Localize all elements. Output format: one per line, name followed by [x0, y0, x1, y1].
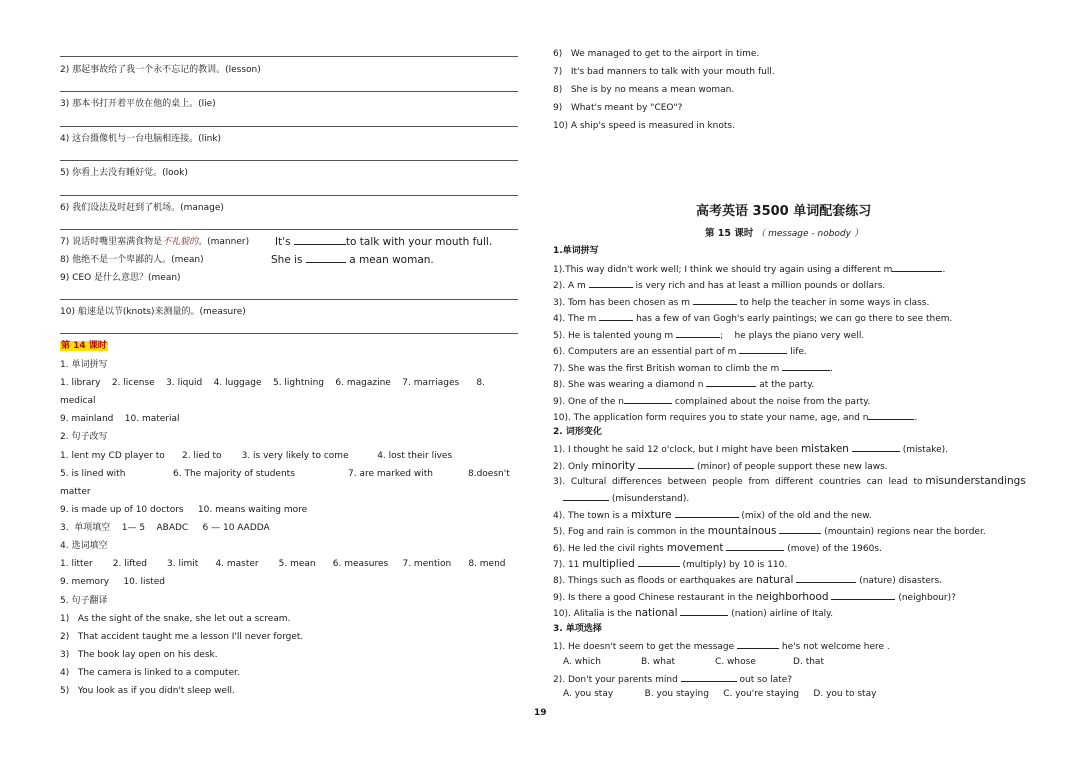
translation-question: 9) CEO 是什么意思？(mean) — [60, 273, 181, 283]
translation-answer: 9) What's meant by "CEO"? — [553, 103, 683, 113]
fill-blank[interactable] — [638, 557, 680, 567]
fill-blank[interactable] — [306, 253, 346, 263]
item-text: out so late? — [739, 675, 793, 685]
translation-answer: 1) As the sight of the snake, she let out a scream. — [60, 614, 291, 624]
answer-line — [60, 91, 518, 92]
item-text: 5). Fog and rain is common in the — [553, 527, 705, 537]
answer-sentence — [271, 253, 434, 266]
choice-question — [553, 672, 792, 686]
answer-line-text: 8.doesn't — [468, 469, 510, 479]
translation-answer: 5) You look as if you didn't sleep well. — [60, 686, 235, 696]
sentence-end: a mean woman. — [349, 254, 434, 266]
item-text: 10). The application form requires you to state your name, age, and n — [553, 413, 869, 423]
item-text: 10). Alitalia is the — [553, 609, 633, 619]
item-text: . — [914, 413, 918, 423]
translation-question: 6) 我们设法及时赶到了机场。(manage) — [60, 203, 224, 213]
translation-question: 10) 船速是以节(knots)来测量的。(measure) — [60, 307, 246, 317]
answer-line-text: matter — [60, 487, 91, 497]
section-title: 5. 句子翻译 — [60, 596, 108, 606]
section-title: 2. 词形变化 — [553, 427, 602, 437]
filled-answer: natural — [755, 574, 794, 586]
translation-question: 8) 他绝不是一个卑鄙的人。(mean) — [60, 255, 204, 265]
item-text: life. — [790, 347, 807, 357]
item-text: 7). She was the first British woman to climb the m — [553, 364, 780, 374]
fill-blank[interactable] — [563, 491, 609, 501]
question-text: 7) 说话时嘴里塞满食物是 — [60, 237, 163, 247]
filled-answer: minority — [591, 460, 636, 472]
sentence-end: to talk with your mouth full. — [345, 236, 493, 248]
page-title: 高考英语 3500 单词配套练习 — [696, 204, 872, 219]
item-hint: (mix) of the old and the new. — [741, 511, 872, 521]
fill-blank[interactable] — [680, 606, 728, 616]
answer-line — [60, 56, 518, 57]
fill-blank[interactable] — [779, 524, 821, 534]
translation-answer: 7) It's bad manners to talk with your mouth full. — [553, 67, 775, 77]
word-form-item — [553, 442, 948, 456]
answer-line-text: 1. lent my CD player to 2. lied to 3. is very likely to come 4. lost their lives — [60, 451, 453, 461]
section-title: 2. 句子改写 — [60, 432, 108, 442]
fill-blank[interactable] — [638, 459, 694, 469]
filled-answer: mixture — [630, 509, 672, 521]
fill-blank[interactable] — [852, 442, 900, 452]
item-hint: (mistake). — [902, 445, 949, 455]
fill-blank[interactable] — [599, 311, 633, 321]
item-hint: (misunderstand). — [611, 494, 690, 504]
answer-line — [60, 299, 518, 300]
lesson-15-label: 第 15 课时 — [705, 228, 754, 239]
spelling-item — [553, 344, 807, 358]
fill-blank[interactable] — [676, 328, 720, 338]
item-text: 2). A m — [553, 281, 586, 291]
item-text: 9). Is there a good Chinese restaurant in the — [553, 593, 753, 603]
filled-answer: movement — [666, 542, 724, 554]
item-text: 3). Tom has been chosen as m — [553, 298, 690, 308]
lesson-subtitle — [705, 228, 863, 240]
item-text: 4). The m — [553, 314, 597, 324]
answer-line-text: 6. The majority of students — [173, 469, 295, 479]
answer-line-text: 1. litter 2. lifted 3. limit 4. master 5. mean 6. measures 7. mention 8. mend — [60, 559, 506, 569]
fill-blank[interactable] — [868, 410, 914, 420]
lesson-14-label: 第 14 课时 — [61, 341, 107, 351]
answer-line-text: 1. library 2. license 3. liquid 4. luggage 5. lightning 6. magazine 7. marriages 8. — [60, 378, 485, 388]
translation-question: 3) 那本书打开着平放在他的桌上。(lie) — [60, 99, 216, 109]
page-number: 19 — [534, 708, 547, 718]
fill-blank[interactable] — [681, 672, 737, 682]
item-hint: (nation) airline of Italy. — [731, 609, 834, 619]
item-text: at the party. — [759, 380, 815, 390]
fill-blank[interactable] — [831, 590, 895, 600]
item-text: 8). She was wearing a diamond n — [553, 380, 704, 390]
answer-line — [60, 229, 518, 230]
item-text: ; he plays the piano very well. — [720, 331, 865, 341]
item-text: to help the teacher in some ways in class. — [739, 298, 930, 308]
item-text: 4). The town is a — [553, 511, 629, 521]
item-text: 6). Computers are an essential part of m — [553, 347, 737, 357]
answer-line — [60, 333, 518, 334]
item-text: is very rich and has at least a million pounds or dollars. — [635, 281, 886, 291]
translation-answer: 4) The camera is linked to a computer. — [60, 668, 240, 678]
word-form-item — [553, 557, 787, 571]
answer-line — [60, 195, 518, 196]
section-title: 1.单词拼写 — [553, 246, 599, 256]
sentence-start: She is — [271, 254, 303, 266]
word-form-item — [553, 606, 833, 620]
filled-answer: misunderstandings — [925, 475, 1026, 487]
filled-answer: mistaken — [800, 443, 849, 455]
translation-question — [60, 236, 249, 248]
word-form-item — [553, 459, 888, 473]
translation-answer: 8) She is by no means a mean woman. — [553, 85, 735, 95]
word-form-item — [553, 590, 956, 604]
item-hint: (mountain) regions near the border. — [824, 527, 986, 537]
answer-line — [60, 160, 518, 161]
spelling-item — [553, 328, 864, 342]
choice-options[interactable]: A. which B. what C. whose D. that — [563, 657, 824, 667]
spelling-item — [553, 361, 833, 375]
section-title: 1. 单词拼写 — [60, 360, 108, 370]
item-text: he's not welcome here . — [781, 642, 890, 652]
answer-line-text: 9. is made up of 10 doctors 10. means waiting more — [60, 505, 308, 515]
item-hint: (neighbour)? — [898, 593, 956, 603]
answer-line-text: medical — [60, 396, 96, 406]
fill-blank[interactable] — [737, 639, 779, 649]
item-text: 7). 11 — [553, 560, 580, 570]
translation-answer: 6) We managed to get to the airport in time. — [553, 49, 760, 59]
fill-blank[interactable] — [624, 394, 672, 404]
italic-phrase: 不礼貌的 — [162, 237, 199, 247]
fill-blank[interactable] — [693, 295, 737, 305]
answer-line-text: 5. is lined with — [60, 469, 126, 479]
sentence-start: It's — [275, 236, 291, 248]
word-form-item — [553, 508, 872, 522]
spelling-item — [553, 262, 945, 276]
lesson-heading — [60, 340, 108, 352]
spelling-item — [553, 377, 814, 391]
choice-question — [553, 639, 890, 653]
translation-question: 2) 那起事故给了我一个永不忘记的教训。(lesson) — [60, 65, 261, 75]
answer-line-text: 9. memory 10. listed — [60, 577, 165, 587]
spelling-item — [553, 410, 917, 424]
section-title: 4. 选词填空 — [60, 541, 108, 551]
word-form-item — [553, 573, 942, 587]
fill-blank[interactable] — [739, 344, 787, 354]
item-hint: (multiply) by 10 is 110. — [682, 560, 788, 570]
item-text: complained about the noise from the party. — [674, 397, 871, 407]
filled-answer: neighborhood — [755, 591, 829, 603]
item-text: 2). Only — [553, 462, 589, 472]
filled-answer: mountainous — [707, 525, 777, 537]
translation-answer: 10) A ship's speed is measured in knots. — [553, 121, 735, 131]
item-hint: (move) of the 1960s. — [787, 544, 882, 554]
question-hint: 。(manner) — [198, 237, 250, 247]
answer-sentence — [275, 235, 492, 248]
word-form-item — [553, 524, 986, 538]
answer-line-text: 7. are marked with — [348, 469, 433, 479]
section-title: 3. 单项选择 — [553, 624, 602, 634]
answer-line-text: 3. 单项填空 1— 5 ABADC 6 — 10 AADDA — [60, 523, 270, 533]
item-text: has a few of van Gogh's early paintings; we can go there to see them. — [636, 314, 953, 324]
fill-blank[interactable] — [294, 235, 346, 245]
spelling-item — [553, 394, 870, 408]
item-text: . — [830, 364, 833, 374]
filled-answer: multiplied — [582, 558, 635, 570]
word-form-item — [553, 491, 689, 505]
choice-options[interactable]: A. you stay B. you staying C. you're staying D. you to stay — [563, 689, 877, 699]
fill-blank[interactable] — [706, 377, 756, 387]
fill-blank[interactable] — [796, 573, 856, 583]
item-text: 1).This way didn't work well; I think we should try again using a different m — [553, 265, 893, 275]
item-text: 1). I thought he said 12 o'clock, but I might have been — [553, 445, 799, 455]
answer-line-text: 9. mainland 10. material — [60, 414, 180, 424]
item-hint: (minor) of people support these new laws. — [697, 462, 888, 472]
fill-blank[interactable] — [726, 541, 784, 551]
item-text: 5). He is talented young m — [553, 331, 674, 341]
item-text: 8). Things such as floods or earthquakes are — [553, 576, 754, 586]
fill-blank[interactable] — [782, 361, 830, 371]
answer-line — [60, 126, 518, 127]
fill-blank[interactable] — [589, 278, 633, 288]
lesson-topic: （ message - nobody ） — [756, 229, 863, 239]
item-text: 3). Cultural differences between people from different countries can lead to — [553, 477, 923, 487]
fill-blank[interactable] — [892, 262, 942, 272]
filled-answer: national — [634, 607, 678, 619]
item-text: 2). Don't your parents mind — [553, 675, 678, 685]
spelling-item — [553, 278, 885, 292]
translation-question: 4) 这台摄像机与一台电脑相连接。(link) — [60, 134, 222, 144]
item-text: 9). One of the n — [553, 397, 625, 407]
item-hint: (nature) disasters. — [859, 576, 943, 586]
translation-answer: 2) That accident taught me a lesson I'll never forget. — [60, 632, 304, 642]
item-text: 1). He doesn't seem to get the message — [553, 642, 735, 652]
item-text: . — [942, 265, 946, 275]
fill-blank[interactable] — [675, 508, 739, 518]
spelling-item — [553, 295, 929, 309]
translation-question: 5) 你看上去没有睡好觉。(look) — [60, 168, 188, 178]
word-form-item — [553, 541, 882, 555]
translation-answer: 3) The book lay open on his desk. — [60, 650, 218, 660]
word-form-item — [553, 475, 1026, 488]
spelling-item — [553, 311, 952, 325]
item-text: 6). He led the civil rights — [553, 544, 664, 554]
